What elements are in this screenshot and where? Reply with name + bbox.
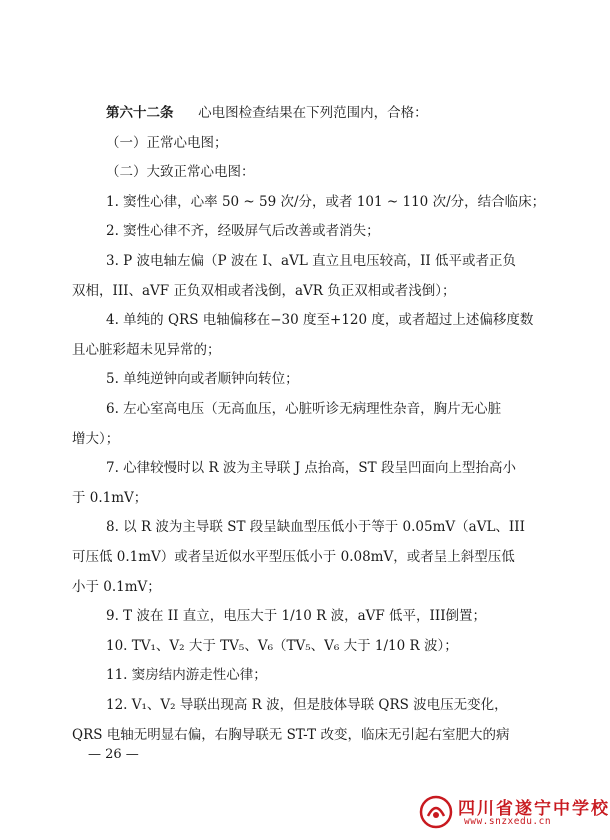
text-line: 于 0.1mV；: [72, 489, 148, 506]
text-line: 双相，III、aVF 正负双相或者浅倒，aVR 负正双相或者浅倒）；: [72, 282, 456, 299]
text-line: 6. 左心室高电压（无高血压，心脏听诊无病理性杂音，胸片无心脏: [106, 401, 502, 417]
text-line: 可压低 0.1mV）或者呈近似水平型压低小于 0.08mV，或者呈上斜型压低: [72, 549, 515, 565]
text-line: 10. TV₁、V₂ 大于 TV₅、V₆（TV₅、V₆ 大于 1/10 R 波）；: [106, 637, 458, 654]
text-line: 且心脏彩超未见异常的；: [72, 341, 221, 358]
text-line: 增大）；: [72, 430, 120, 447]
page-number: — 26 —: [88, 747, 139, 762]
text-line: 9. T 波在 II 直立，电压大于 1/10 R 波，aVF 低平，III倒置；: [106, 608, 487, 625]
school-logo-icon: [418, 794, 454, 830]
article-heading-line: [106, 104, 428, 122]
text-line: 2. 窦性心律不齐，经吸屏气后改善或者消失；: [106, 223, 380, 240]
text-line: QRS 电轴无明显右偏，右胸导联无 ST-T 改变，临床无引起右室肥大的病: [72, 726, 510, 743]
text-line: 1. 窦性心律，心率 50 ~ 59 次/分，或者 101 ~ 110 次/分，结合临床；: [106, 193, 546, 210]
text-line: 12. V₁、V₂ 导联出现高 R 波，但是肢体导联 QRS 波电压无变化，: [106, 697, 508, 713]
article-heading: 心电图检查结果在下列范围内，合格：: [198, 105, 428, 121]
text-line: 7. 心律较慢时以 R 波为主导联 J 点抬高，ST 段呈凹面向上型抬高小: [106, 460, 516, 477]
text-line: （一）正常心电图；: [106, 134, 228, 151]
text-line: 4. 单纯的 QRS 电轴偏移在−30 度至+120 度，或者超过上述偏移度数: [106, 312, 534, 329]
article-number: 第六十二条: [106, 105, 174, 121]
watermark-url: www.snzxedu.cn: [464, 816, 552, 827]
text-line: 3. P 波电轴左偏（P 波在 I、aVL 直立且电压较高，II 低平或者正负: [106, 253, 517, 269]
text-line: 5. 单纯逆钟向或者顺钟向转位；: [106, 371, 299, 388]
text-line: 11. 窦房结内游走性心律；: [106, 667, 267, 684]
school-watermark: [418, 792, 610, 834]
text-line: 8. 以 R 波为主导联 ST 段呈缺血型压低小于等于 0.05mV（aVL、III: [106, 519, 525, 536]
watermark-title: 四川省遂宁中学校: [458, 799, 610, 819]
text-line: （二）大致正常心电图：: [106, 164, 255, 181]
text-line: 小于 0.1mV；: [72, 578, 161, 595]
